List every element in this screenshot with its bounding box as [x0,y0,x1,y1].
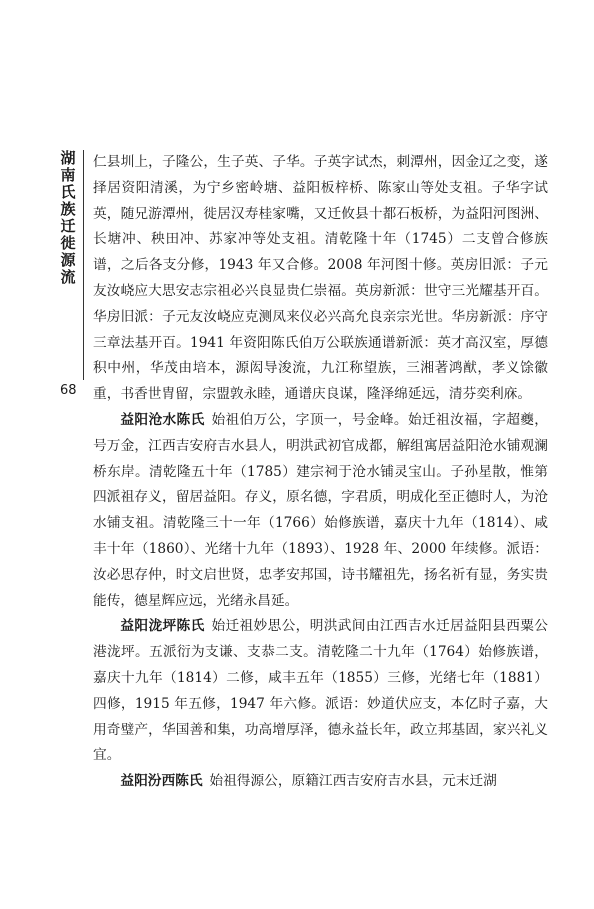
section-heading: 益阳汾西陈氏 [120,773,203,790]
paragraph-text: 仁县圳上，子隆公，生子英、子华。子英字试杰，刺潭州，因金辽之变，遂择居资阳清溪，为宁乡密岭塘、益阳板梓桥、陈家山等处支祖。子华字试英，随兄游潭州，徙居汉寿桂家嘴，又迁攸县十都石板桥，为益阳河图洲、长塘冲、秧田冲、苏家冲等处支祖。清乾隆十年（1745）二支曾合修族谱，之后各支分修，1943 年又合修。2008 年河图十修。英房旧派：子元友汝峣应大思安志宗祖必兴良显贵仁崇福。英房新派：世守三光耀基开百。华房旧派：子元友汝峣应克测凤来仪必兴高允良亲宗光世。华房新派：序守三章法基开百。1941 年资阳陈氏伯万公联族通谱新派：英才高汉室，厚德积中州，华茂由培本，源闳导浚流，九江称望族，三湘著鸿猷，孝义馀徽重，书香世胄留，宗盟敦永睦，通谱庆良谋，隆泽绵延远，清芬奕利庥。 [93,154,548,403]
section-text: 始祖伯万公，字顶一，号金峰。始迁祖汝福，字超夔，号万金，江西吉安府吉水县人，明洪武初官成都，解组寓居益阳沧水铺观澜桥东岸。清乾隆五十年（1785）建宗祠于沧水铺灵宝山。子孙星散，惟第四派祖存义，留居益阳。存义，原名德，字君质，明成化至正德时人，为沧水铺支祖。清乾隆三十一年（1766）始修族谱，嘉庆十九年（1814）、咸丰十年（1860）、光绪十九年（1893）、1928 年、2000 年续修。派语：汝必思存仲，时文启世贤，忠孝安邦国，诗书耀祖先，扬名祈有显，务实贵能传，德星辉应远，光绪永昌延。 [93,411,548,609]
margin-rule [83,150,84,380]
page-number: 68 [60,383,77,398]
paragraph-continuation [93,150,548,408]
section-heading: 益阳沧水陈氏 [120,411,205,428]
main-text [93,150,548,795]
section-yiyang-fenxi [93,769,548,795]
section-heading: 益阳泷坪陈氏 [120,618,205,635]
running-title: 湖南氏族迁徙源流 [60,149,76,286]
section-text: 始祖得源公，原籍江西吉安府吉水县，元末迁湖 [209,773,497,790]
section-text: 始迁祖妙思公，明洪武间由江西吉水迁居益阳县西粟公港泷坪。五派衍为支谦、支恭二支。清乾隆二十九年（1764）始修族谱，嘉庆十九年（1814）二修，咸丰五年（1855）三修，光绪七年（1881）四修，1915 年五修，1947 年六修。派语：妙道伏应支，本亿时子嘉，大用奇璧产，华国善和集，功高增厚泽，德永益长年，政立邦基固，家兴礼义宜。 [93,618,548,764]
section-yiyang-longping [93,614,548,769]
section-yiyang-cangshui [93,408,548,614]
